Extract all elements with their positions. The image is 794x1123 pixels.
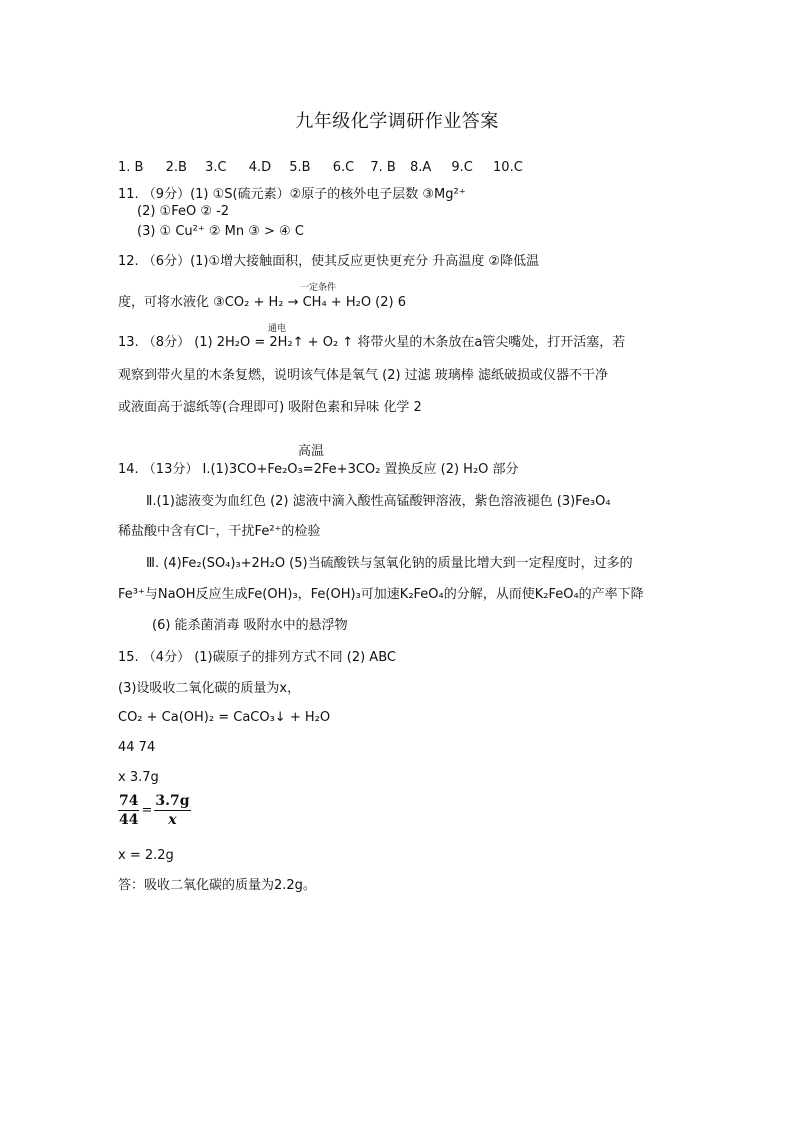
q14-line-1: 14. （13分） Ⅰ.(1)3CO+Fe₂O₃=2Fe+3CO₂ 置换反应 (2) H₂O 部分 (118, 462, 519, 477)
q11-line-3: (3) ① Cu²⁺ ② Mn ③ > ④ C (137, 224, 304, 239)
page-title: 九年级化学调研作业答案 (295, 111, 499, 132)
q11-line-2: (2) ①FeO ② -2 (137, 204, 230, 219)
q14-line-6: (6) 能杀菌消毒 吸附水中的悬浮物 (152, 618, 348, 633)
q14-condition: 高温 (298, 444, 325, 459)
q15-equation: CO₂ + Ca(OH)₂ = CaCO₃↓ + H₂O (118, 710, 331, 725)
q12-condition: 一定条件 (300, 283, 337, 293)
fraction-right-denominator (168, 811, 176, 828)
q11-line-1: 11. （9分）(1) ①S(硫元素）②原子的核外电子层数 ③Mg²⁺ (118, 187, 466, 202)
fraction-left-numerator: 74 (119, 793, 139, 809)
q15-line-2: (3)设吸收二氧化碳的质量为x， (118, 681, 301, 696)
fraction-right-denominator-text: x (168, 812, 177, 828)
answer-5: 5.B (289, 160, 311, 175)
answers-1-10 (118, 160, 533, 175)
q13-line-1: 13. （8分） (1) 2H₂O = 2H₂↑ + O₂ ↑ 将带火星的木条放在a管尖嘴处，打开活塞，若 (118, 335, 626, 350)
answer-9: 9.C (451, 160, 473, 175)
q15-line-1: 15. （4分） (1)碳原子的排列方式不同 (2) ABC (118, 650, 396, 665)
answer-7: 7. B (370, 160, 396, 175)
q15-ratio-numbers: 44 74 (118, 740, 156, 755)
fraction-right (154, 793, 190, 828)
answer-3: 3.C (205, 160, 227, 175)
q12-line-2: 度，可将水液化 ③CO₂ + H₂ → CH₄ + H₂O (2) 6 (118, 295, 406, 310)
fraction-right-numerator: 3.7g (155, 793, 190, 809)
q13-condition: 通电 (268, 324, 287, 334)
answer-6: 6.C (332, 160, 355, 175)
q13-line-2: 观察到带火星的木条复燃，说明该气体是氧气 (2) 过滤 玻璃棒 滤纸破损或仪器不干净 (118, 368, 608, 383)
q15-proportion (118, 793, 191, 828)
answer-1: 1. B (118, 160, 144, 175)
fraction-equals: = (141, 803, 153, 818)
answer-2: 2.B (165, 160, 187, 175)
q14-line-5: Fe³⁺与NaOH反应生成Fe(OH)₃，Fe(OH)₃可加速K₂FeO₄的分解，从而使K₂FeO₄的产率下降 (118, 587, 644, 602)
q14-line-2: Ⅱ.(1)滤液变为血红色 (2) 滤液中滴入酸性高锰酸钾溶液，紫色溶液褪色 (3)Fe₃O₄ (146, 494, 611, 509)
q15-result: x = 2.2g (118, 848, 174, 863)
q15-ratio-values: x 3.7g (118, 770, 159, 785)
answer-4: 4.D (248, 160, 272, 175)
q14-line-4: Ⅲ. (4)Fe₂(SO₄)₃+2H₂O (5)当硫酸铁与氢氧化钠的质量比增大到一定程度时，过多的 (146, 556, 633, 571)
answer-8: 8.A (409, 160, 432, 175)
fraction-left (118, 793, 139, 828)
q13-line-3: 或液面高于滤纸等(合理即可) 吸附色素和异味 化学 2 (118, 400, 422, 415)
fraction-left-denominator: 44 (119, 812, 139, 828)
answer-10: 10.C (493, 160, 523, 175)
q14-line-3: 稀盐酸中含有Cl⁻，干扰Fe²⁺的检验 (118, 524, 321, 539)
q15-answer: 答：吸收二氧化碳的质量为2.2g。 (118, 878, 316, 893)
q12-line-1: 12. （6分）(1)①增大接触面积，使其反应更快更充分 升高温度 ②降低温 (118, 254, 540, 269)
